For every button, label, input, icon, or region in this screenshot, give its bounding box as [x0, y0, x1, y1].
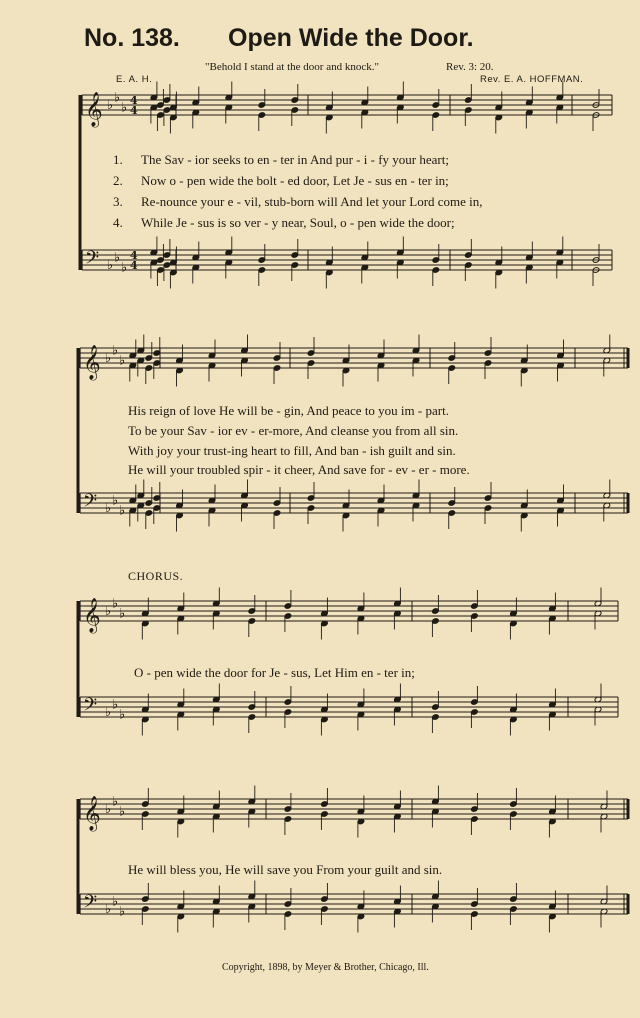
lyric-line-verse4-a: While Je - sus is so ver - y near, Soul, o - pen wide the door;	[141, 215, 455, 230]
flat-sign-icon: ♭	[121, 260, 128, 276]
chorus-lyric-line-1: O - pen wide the door for Je - sus, Let Him en - ter in;	[134, 665, 415, 680]
flat-sign-icon: ♭	[121, 100, 128, 116]
time-signature-numerator: 4	[130, 94, 138, 107]
lyric-line-verse4-b: He will your troubled spir - it cheer, And save for - ev - er - more.	[128, 462, 470, 477]
composer-credit: Rev. E. A. HOFFMAN.	[480, 74, 584, 85]
flat-sign-icon: ♭	[112, 596, 119, 612]
treble-clef-icon: 𝄞	[85, 92, 103, 127]
flat-sign-icon: ♭	[107, 258, 114, 273]
time-signature-numerator: 4	[130, 249, 138, 262]
time-signature-denominator: 4	[130, 104, 138, 117]
flat-sign-icon: ♭	[105, 705, 112, 720]
treble-clef-icon: 𝄞	[83, 796, 101, 831]
verse-number-2: 2.	[113, 173, 123, 188]
flat-sign-icon: ♭	[105, 604, 112, 619]
flat-sign-icon: ♭	[107, 98, 114, 113]
flat-sign-icon: ♭	[119, 707, 126, 723]
treble-clef-icon: 𝄞	[83, 345, 101, 380]
flat-sign-icon: ♭	[105, 501, 112, 516]
epigraph-quote: "Behold I stand at the door and knock."	[205, 61, 379, 73]
lyric-line-verse3-b: With joy your trust-ing heart to fill, And ban - ish guilt and sin.	[128, 443, 456, 458]
flat-sign-icon: ♭	[105, 802, 112, 817]
bass-clef-icon: 𝄢	[83, 695, 98, 720]
bass-clef-icon: 𝄢	[85, 248, 100, 273]
flat-sign-icon: ♭	[119, 606, 126, 622]
flat-sign-icon: ♭	[119, 804, 126, 820]
flat-sign-icon: ♭	[119, 503, 126, 519]
time-signature-denominator: 4	[130, 259, 138, 272]
flat-sign-icon: ♭	[119, 353, 126, 369]
chorus-label: CHORUS.	[128, 569, 184, 583]
flat-sign-icon: ♭	[112, 894, 119, 910]
verse-number-3: 3.	[113, 194, 123, 209]
flat-sign-icon: ♭	[114, 250, 121, 266]
flat-sign-icon: ♭	[112, 343, 119, 359]
treble-clef-icon: 𝄞	[83, 598, 101, 633]
flat-sign-icon: ♭	[112, 794, 119, 810]
chorus-lyric-line-2: He will bless you, He will save you From your guilt and sin.	[128, 862, 443, 877]
lyric-line-verse1-a: The Sav - ior seeks to en - ter in And pur - i - fy your heart;	[141, 152, 449, 167]
lyric-line-verse3-a: Re-nounce your e - vil, stub-born will And let your Lord come in,	[141, 194, 483, 209]
lyricist-credit: E. A. H.	[116, 74, 153, 85]
flat-sign-icon: ♭	[112, 493, 119, 509]
scripture-reference: Rev. 3: 20.	[446, 61, 494, 73]
hymn-number: No. 138.	[84, 24, 180, 52]
bass-clef-icon: 𝄢	[83, 491, 98, 516]
flat-sign-icon: ♭	[114, 90, 121, 106]
lyric-line-verse2-a: Now o - pen wide the bolt - ed door, Let Je - sus en - ter in;	[141, 173, 449, 188]
bass-clef-icon: 𝄢	[83, 892, 98, 917]
flat-sign-icon: ♭	[119, 904, 126, 920]
lyric-line-verse1-b: His reign of love He will be - gin, And peace to you im - part.	[128, 403, 449, 418]
flat-sign-icon: ♭	[105, 902, 112, 917]
verse-number-4: 4.	[113, 215, 123, 230]
verse-number-1: 1.	[113, 152, 123, 167]
copyright-notice: Copyright, 1898, by Meyer & Brother, Chicago, Ill.	[222, 962, 429, 973]
lyric-line-verse2-b: To be your Sav - ior ev - er-more, And cleanse you from all sin.	[128, 423, 459, 438]
hymn-title: Open Wide the Door.	[228, 24, 474, 52]
flat-sign-icon: ♭	[105, 351, 112, 366]
flat-sign-icon: ♭	[112, 697, 119, 713]
